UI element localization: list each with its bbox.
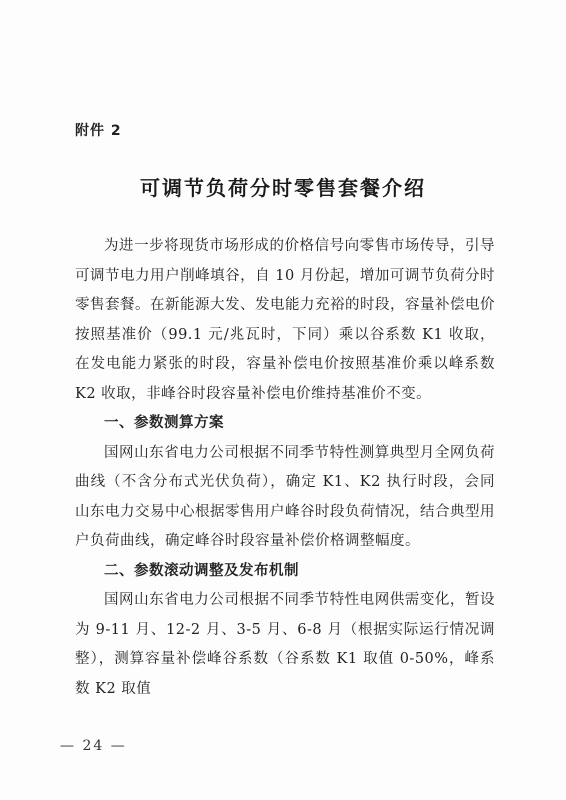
- document-body: [75, 232, 495, 704]
- section-paragraph-2: 国网山东省电力公司根据不同季节特性电网供需变化，暂设为 9-11 月、12-2 月、3-5 月、6-8 月（根据实际运行情况调整），测算容量补偿峰谷系数（谷系数 K1 取值 0-50%，峰系数 K2 取值: [75, 592, 495, 697]
- section-paragraph-1: 国网山东省电力公司根据不同季节特性测算典型月全网负荷曲线（不含分布式光伏负荷），确定 K1、K2 执行时段，会同山东电力交易中心根据零售用户峰谷时段负荷情况，结合典型用户负荷曲线，确定峰谷时段容量补偿价格调整幅度。: [75, 444, 495, 549]
- attachment-label: 附件 2: [75, 123, 122, 139]
- section-heading-1: 一、参数测算方案: [104, 415, 224, 431]
- section-heading-2: 二、参数滚动调整及发布机制: [104, 562, 299, 579]
- page-number: — 24 —: [60, 738, 127, 754]
- document-title: 可调节负荷分时零售套餐介绍: [140, 176, 426, 200]
- intro-paragraph: 为进一步将现货市场形成的价格信号向零售市场传导，引导可调节电力用户削峰填谷，自 10 月份起，增加可调节负荷分时零售套餐。在新能源大发、发电能力充裕的时段，容量补偿电价按照基准价（99.1 元/兆瓦时，下同）乘以谷系数 K1 收取，在发电能力紧张的时段，容量补偿电价按照基准价乘以峰系数 K2 收取，非峰谷时段容量补偿电价维持基准价不变。: [75, 238, 495, 402]
